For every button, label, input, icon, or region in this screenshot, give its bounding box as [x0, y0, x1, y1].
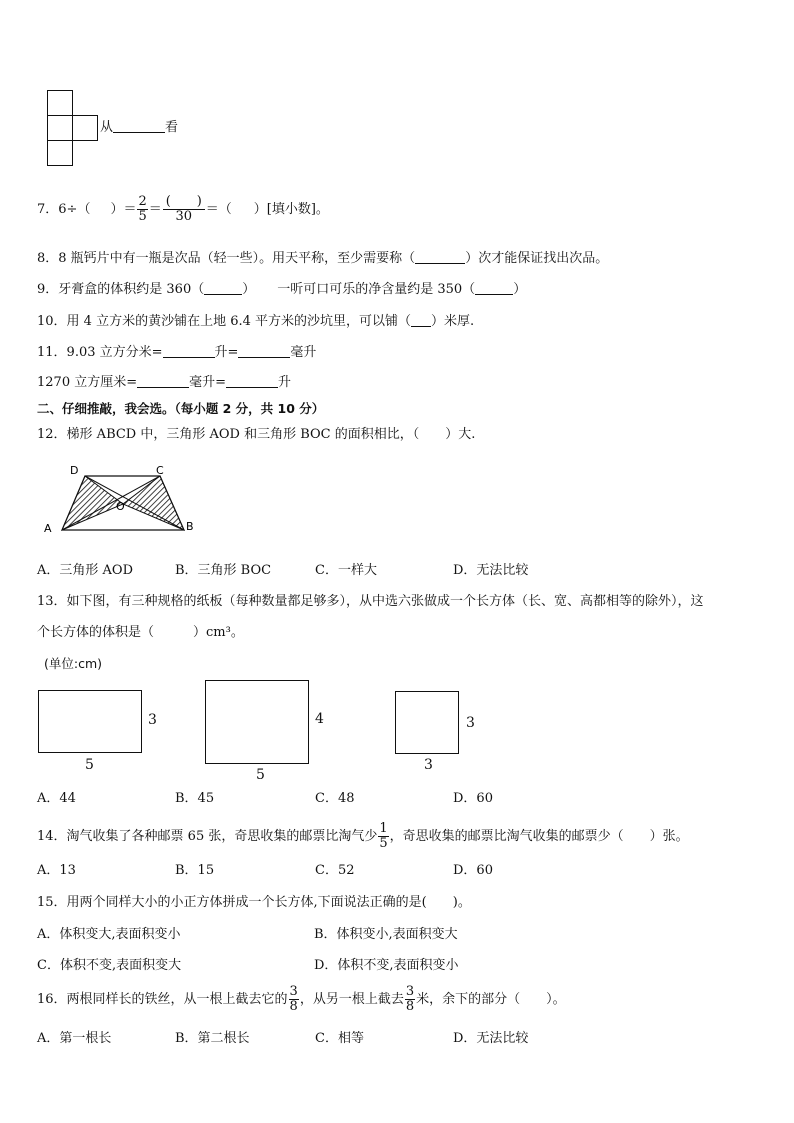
fraction-numerator: 1 [379, 821, 388, 836]
answer-blank[interactable] [137, 374, 189, 388]
q16-part-c: 米，余下的部分（ ）。 [416, 992, 566, 1007]
label-C: C [156, 464, 164, 477]
q11-part-b: 升= [214, 345, 239, 360]
q14-fraction [378, 822, 388, 851]
q12-option-c[interactable]: C．一样大 [315, 563, 377, 578]
answer-blank[interactable] [415, 250, 465, 264]
q9-part-b: ） [242, 282, 256, 297]
q15-option-b[interactable]: B．体积变小,表面积变大 [314, 927, 458, 942]
top-view-prefix: 从 [100, 120, 114, 135]
q14-part-a: 14．淘气收集了各种邮票 65 张，奇思收集的邮票比淘气少 [37, 829, 378, 844]
q14-option-c[interactable]: C．52 [315, 863, 355, 878]
q13-option-b[interactable]: B．45 [175, 791, 215, 806]
cube-top-view-figure [47, 90, 97, 165]
q16-part-a: 16．两根同样长的铁丝，从一根上截去它的 [37, 992, 288, 1007]
q14-option-a[interactable]: A．13 [37, 863, 76, 878]
q15-option-c[interactable]: C．体积不变,表面积变大 [37, 958, 182, 973]
board-square-3x3 [395, 691, 459, 754]
q9-part-a: 9．牙膏盒的体积约是 360（ [37, 282, 205, 297]
rect3-width-label: 3 [424, 757, 433, 773]
fraction-numerator: 2 [138, 194, 147, 209]
q11b-part-c: 升 [278, 375, 292, 390]
question-10 [37, 313, 474, 331]
answer-blank[interactable] [163, 344, 215, 358]
question-13-line-1: 13．如下图，有三种规格的纸板（每种数量都足够多），从中选六张做成一个长方体（长、宽、高都相等的除外），这 [37, 594, 704, 609]
rect3-height-label: 3 [466, 715, 475, 731]
fraction-numerator: 3 [405, 984, 415, 999]
q15-option-d[interactable]: D．体积不变,表面积变小 [314, 958, 459, 973]
answer-blank[interactable]: ( ) [163, 195, 205, 210]
unit-note: (单位:cm) [44, 656, 103, 671]
fraction-denominator: 5 [379, 836, 388, 851]
label-D: D [70, 464, 79, 477]
q11-part-c: 毫升 [290, 345, 317, 360]
q16-fraction-2 [405, 985, 415, 1014]
answer-blank[interactable] [411, 313, 431, 327]
question-15: 15．用两个同样大小的小正方体拼成一个长方体,下面说法正确的是( )。 [37, 895, 471, 910]
answer-blank[interactable] [226, 374, 278, 388]
fraction-denominator: 5 [138, 209, 147, 224]
q13-option-c[interactable]: C．48 [315, 791, 355, 806]
q16-option-d[interactable]: D．无法比较 [453, 1031, 529, 1046]
answer-blank[interactable] [238, 344, 290, 358]
q7-fraction-2 [163, 195, 205, 224]
question-7 [37, 195, 329, 224]
rect2-width-label: 5 [256, 767, 265, 783]
q12-option-a[interactable]: A．三角形 AOD [37, 563, 133, 578]
q7-tail: ）[填小数]。 [253, 202, 329, 217]
question-11-line-2 [37, 374, 291, 392]
q9-part-c: 一听可口可乐的净含量约是 350（ [277, 282, 476, 297]
q14-option-d[interactable]: D．60 [453, 863, 493, 878]
answer-blank[interactable] [475, 281, 513, 295]
q16-option-a[interactable]: A．第一根长 [37, 1031, 112, 1046]
fraction-denominator: 8 [289, 999, 298, 1014]
board-rect-5x3 [38, 690, 142, 753]
q11-part-a: 11．9.03 立方分米= [37, 345, 163, 360]
q12-option-b[interactable]: B．三角形 BOC [175, 563, 272, 578]
rect1-height-label: 3 [148, 712, 157, 728]
q14-option-b[interactable]: B．15 [175, 863, 215, 878]
q16-option-c[interactable]: C．相等 [315, 1031, 364, 1046]
question-13-line-2: 个长方体的体积是（ ）cm³。 [37, 625, 244, 640]
question-16 [37, 983, 566, 1017]
q10-part-b: ）米厚. [431, 314, 475, 329]
top-view-suffix: 看 [165, 120, 179, 135]
answer-blank[interactable] [204, 281, 242, 295]
q15-option-a[interactable]: A．体积变大,表面积变小 [37, 927, 181, 942]
q7-equals: ＝ [148, 202, 162, 217]
question-8 [37, 250, 608, 268]
question-14 [37, 820, 689, 854]
q7-fraction-1 [137, 195, 147, 224]
trapezoid-figure [38, 460, 208, 544]
question-12: 12．梯形 ABCD 中，三角形 AOD 和三角形 BOC 的面积相比，（ ）大. [37, 427, 476, 442]
q10-part-a: 10．用 4 立方米的黄沙铺在上地 6.4 平方米的沙坑里，可以铺（ [37, 314, 412, 329]
q14-part-b: ，奇思收集的邮票比淘气收集的邮票少（ ）张。 [389, 829, 689, 844]
answer-blank[interactable] [113, 119, 165, 133]
q13-option-a[interactable]: A．44 [37, 791, 76, 806]
q7-number: 7． [37, 202, 59, 217]
rect2-height-label: 4 [315, 711, 324, 727]
question-9 [37, 281, 526, 299]
q12-option-d[interactable]: D．无法比较 [453, 563, 529, 578]
top-view-caption [100, 119, 178, 137]
q8-tail: ）次才能保证找出次品。 [465, 251, 609, 266]
cube-net-svg [47, 90, 107, 166]
label-A: A [44, 522, 52, 535]
q16-option-b[interactable]: B．第二根长 [175, 1031, 250, 1046]
q11b-part-b: 毫升= [189, 375, 227, 390]
q7-lead: 6÷（ [58, 202, 91, 217]
board-rect-5x4 [205, 680, 309, 764]
fraction-numerator: 3 [289, 984, 298, 999]
label-B: B [186, 520, 194, 533]
q9-part-d: ） [513, 282, 527, 297]
rect1-width-label: 5 [85, 757, 94, 773]
q11b-part-a: 1270 立方厘米= [37, 375, 138, 390]
fraction-denominator: 8 [405, 999, 415, 1014]
q7-close: ）＝ [110, 202, 137, 217]
q13-option-d[interactable]: D．60 [453, 791, 493, 806]
q16-part-b: ，从另一根上截去 [299, 992, 404, 1007]
label-O: O [116, 500, 125, 513]
fraction-denominator: 30 [175, 209, 193, 224]
q7-equals-2: ＝（ [205, 202, 232, 217]
section-2-heading: 二、仔细推敲，我会选。（每小题 2 分，共 10 分） [37, 401, 325, 416]
question-11 [37, 344, 316, 362]
trapezoid-svg [38, 460, 208, 540]
q16-fraction-1 [289, 985, 299, 1014]
q8-text: 8．8 瓶钙片中有一瓶是次品（轻一些）。用天平称，至少需要称（ [37, 251, 416, 266]
